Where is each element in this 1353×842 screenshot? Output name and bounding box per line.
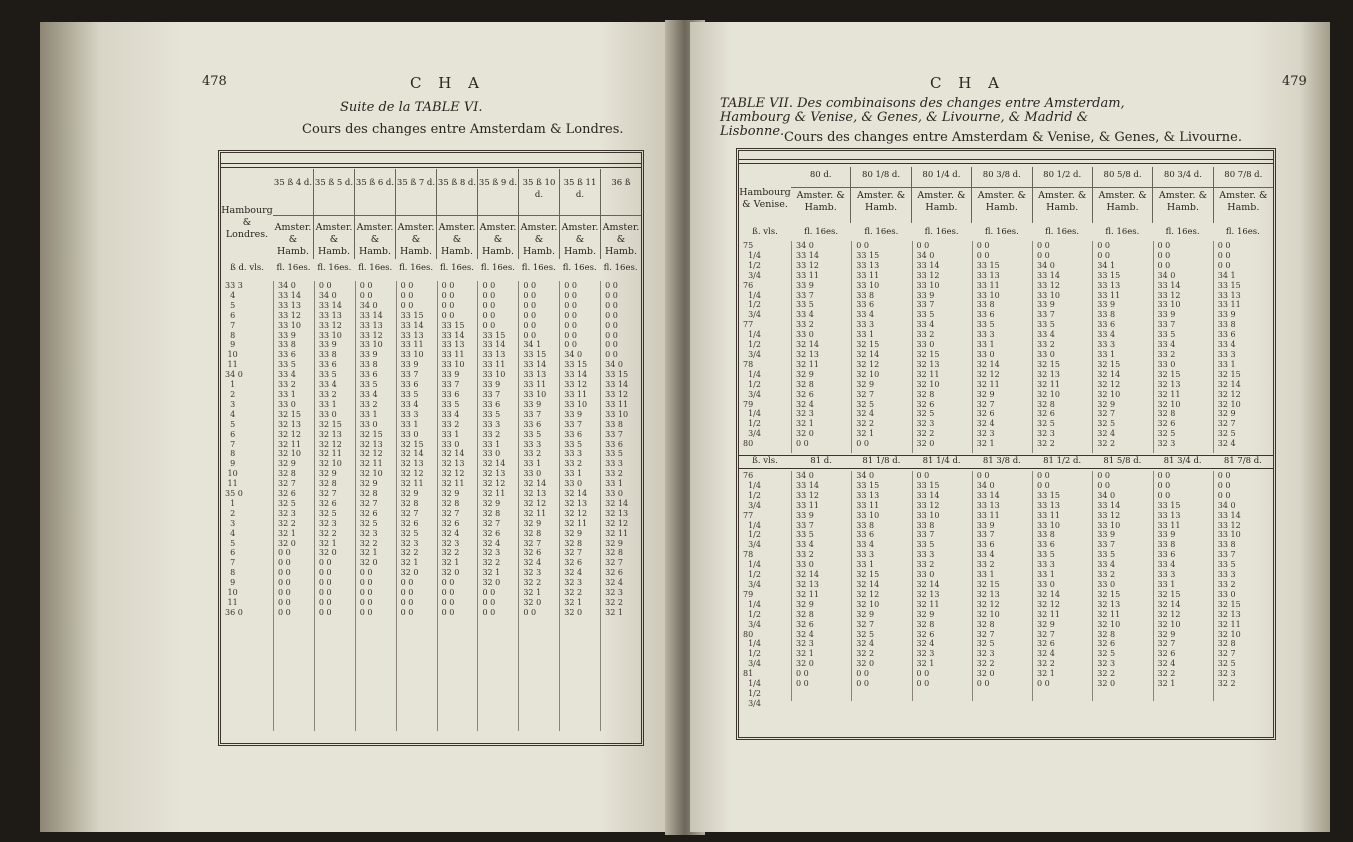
unit-label: fl. 16es. (399, 263, 434, 273)
column-header (559, 169, 600, 259)
rate-label: 35 ß 5 d. (314, 169, 354, 216)
unit-label: fl. 16es. (358, 263, 393, 273)
index-column: 75 1/4 1/2 3/4 76 1/4 1/2 3/4 77 1/4 1/2 3/4 78 1/4 1/2 3/4 79 1/4 1/2 3/4 80 (743, 241, 761, 449)
rate-label: 35 ß 11 d. (560, 169, 600, 216)
column-title: Amster. & Hamb. (397, 222, 435, 257)
column-header (313, 169, 354, 259)
rate-label: 80 7/8 d. (1214, 167, 1273, 188)
unit-label: fl. 16es. (1225, 227, 1260, 237)
table-body-bottom (739, 471, 1273, 708)
value-column: 34 0 33 14 33 12 33 11 33 9 33 7 33 5 33 4 33 2 33 0 32 14 32 13 32 11 32 9 32 8 32 6 32 4 32 3 32 1 32 0 0 0 (791, 241, 851, 453)
left-page (40, 22, 668, 832)
table-subtitle: Cours des changes entre Amsterdam & Londres. (302, 122, 624, 137)
running-header: C H A (930, 74, 1005, 92)
top-rule (221, 163, 641, 168)
value-column: 0 0 0 0 0 0 0 0 0 0 33 15 33 14 33 13 33 11 33 10 33 9 33 7 33 6 33 5 33 3 33 2 33 1 33 0 32 14 32 13 32 12 32 11 32 9 32 8 32 7 32 6 32 4 32 3 32 2 32 1 32 0 0 0 0 0 0 0 (477, 281, 518, 731)
mid-label: 81 1/4 d. (922, 456, 961, 466)
rate-label: 35 ß 6 d. (355, 169, 395, 216)
mid-label: 81 1/2 d. (1043, 456, 1082, 466)
unit-label: fl. 16es. (440, 263, 474, 273)
column-title: Amster. & Hamb. (602, 222, 640, 257)
index-column: 76 1/4 1/2 3/4 77 1/4 1/2 3/4 78 1/4 1/2 3/4 79 1/4 1/2 3/4 80 1/4 1/2 3/4 81 1/4 1/2 3/4 (743, 471, 761, 708)
index-column: 33 3 4 5 6 7 8 9 10 11 34 0 1 2 3 4 5 6 7 8 9 10 11 35 0 1 2 3 4 5 6 7 8 9 10 11 36 0 (225, 281, 243, 617)
column-title: Amster. & Hamb. (315, 222, 353, 257)
rate-label: 80 3/8 d. (972, 167, 1031, 188)
column-title: Amster. & Hamb. (1038, 190, 1087, 213)
rate-label: 35 ß 10 d. (519, 169, 559, 216)
right-page (690, 22, 1330, 832)
rate-label: 80 5/8 d. (1093, 167, 1152, 188)
column-header (1032, 167, 1092, 223)
table-title: Suite de la TABLE VI. (340, 100, 483, 115)
rate-label: 80 1/8 d. (851, 167, 910, 188)
value-column: 0 0 0 0 34 0 33 14 33 12 33 10 33 9 33 7 33 5 33 4 33 2 33 0 32 15 32 13 32 11 32 10 32 8 32 6 32 5 32 3 32 2 32 0 (1092, 471, 1152, 701)
mid-label: 81 7/8 d. (1223, 456, 1262, 466)
column-header (1152, 167, 1212, 223)
top-rule (739, 159, 1273, 164)
page-number: 478 (202, 74, 227, 89)
rate-label: 35 ß 4 d. (273, 169, 313, 216)
running-header: C H A (410, 74, 485, 92)
table-header (739, 167, 1273, 223)
rate-label: 35 ß 8 d. (437, 169, 477, 216)
value-column: 0 0 0 0 0 0 33 15 33 13 33 11 33 9 33 8 33 6 33 4 33 3 33 1 32 15 32 14 32 12 32 10 32 9 32 7 32 6 32 4 32 2 32 1 (1153, 471, 1213, 701)
column-header (436, 169, 477, 259)
corner-header: Hambourg & Venise. (739, 187, 791, 210)
value-column: 0 0 0 0 0 0 34 0 33 14 33 12 33 10 33 8 33 7 33 5 33 3 33 2 33 0 32 15 32 13 32 11 32 10 32 8 32 7 32 5 32 3 32 2 (1213, 471, 1273, 701)
mid-label: 81 1/8 d. (862, 456, 901, 466)
column-header (477, 169, 518, 259)
value-column: 34 0 33 15 33 13 33 11 33 10 33 8 33 6 33 4 33 3 33 1 32 15 32 14 32 12 32 10 32 9 32 7 32 5 32 4 32 2 32 0 0 0 0 0 (851, 471, 911, 701)
mid-header-row (739, 455, 1273, 469)
column-header (971, 167, 1031, 223)
unit-label: fl. 16es. (276, 263, 311, 273)
value-column: 0 0 34 0 33 14 33 13 33 11 33 9 33 7 33 6 33 4 33 2 33 1 32 15 32 13 32 12 32 10 32 8 32 7 32 5 32 3 32 2 32 0 0 0 (972, 471, 1032, 701)
unit-label: fl. 16es. (1165, 227, 1200, 237)
column-title: Amster. & Hamb. (561, 222, 599, 257)
mid-label: ß. vls. (752, 456, 778, 466)
value-column: 0 0 34 0 33 14 33 13 33 12 33 10 33 9 33 8 33 6 33 5 33 4 33 2 33 1 33 0 32 15 32 13 32 12 32 11 32 10 32 9 32 8 32 7 32 6 32 5 32 3 32 2 32 1 32 0 0 0 0 0 0 0 0 0 0 0 0 0 (314, 281, 355, 731)
unit-label: fl. 16es. (562, 263, 597, 273)
column-header (911, 167, 971, 223)
rate-label: 36 ß (601, 169, 641, 216)
unit-label: fl. 16es. (804, 227, 839, 237)
rate-label: 80 d. (791, 167, 850, 188)
value-column: 0 0 0 0 34 0 33 14 33 12 33 10 33 9 33 7 33 5 33 4 33 2 33 0 32 15 32 13 32 11 32 10 32 8 32 6 32 5 32 3 32 2 (1032, 241, 1092, 453)
rate-label: 35 ß 9 d. (478, 169, 518, 216)
column-title: Amster. & Hamb. (520, 222, 558, 257)
unit-label: fl. 16es. (1045, 227, 1080, 237)
unit-row (221, 263, 641, 275)
rate-label: 80 1/2 d. (1033, 167, 1092, 188)
mid-label: 81 3/8 d. (982, 456, 1021, 466)
column-header (354, 169, 395, 259)
unit-label: fl. 16es. (480, 263, 515, 273)
column-header (1092, 167, 1152, 223)
column-header (273, 169, 313, 259)
unit-label: fl. 16es. (521, 263, 556, 273)
value-column: 0 0 0 0 34 0 33 14 33 13 33 12 33 10 33 9 33 8 33 6 33 5 33 4 33 2 33 1 33 0 32 15 32 13 32 12 32 11 32 10 32 9 32 8 32 7 32 6 32 5 32 3 32 2 32 1 32 0 0 0 0 0 0 0 0 0 0 0 (355, 281, 396, 731)
value-column: 0 0 0 0 0 0 34 1 33 15 33 13 33 11 33 9 33 8 33 6 33 4 33 3 33 1 32 15 32 14 32 12 32 10 32 9 32 7 32 5 32 4 (1213, 241, 1273, 453)
column-title: Amster. & Hamb. (977, 190, 1026, 213)
column-header (518, 169, 559, 259)
column-title: Amster. & Hamb. (1098, 190, 1147, 213)
unit-label: ß. vls. (752, 227, 778, 237)
column-header (600, 169, 641, 259)
exchange-table-left (218, 150, 644, 746)
table-body (221, 281, 641, 731)
column-title: Amster. & Hamb. (1219, 190, 1268, 213)
unit-label: fl. 16es. (1105, 227, 1140, 237)
unit-label: fl. 16es. (603, 263, 638, 273)
rate-label: 35 ß 7 d. (396, 169, 436, 216)
column-title: Amster. & Hamb. (796, 190, 845, 213)
mid-label: 81 3/4 d. (1163, 456, 1202, 466)
column-title: Amster. & Hamb. (356, 222, 394, 257)
value-column: 0 0 0 0 33 15 33 13 33 11 33 10 33 8 33 6 33 5 33 3 33 1 33 0 32 14 32 12 32 11 32 9 32 7 32 6 32 4 32 3 32 1 (972, 241, 1032, 453)
column-title: Amster. & Hamb. (856, 190, 906, 213)
table-title: TABLE VII. Des combinaisons des changes entre Amsterdam, Hambourg & Venise, & Genes, & Livourne, & Madrid & Lisbonne. (720, 96, 1125, 139)
column-title: Amster. & Hamb. (479, 222, 517, 257)
value-column: 34 0 33 14 33 12 33 11 33 9 33 7 33 5 33 4 33 2 33 0 32 14 32 13 32 11 32 9 32 8 32 6 32 4 32 3 32 1 32 0 0 0 0 0 (791, 471, 851, 701)
unit-label: fl. 16es. (864, 227, 899, 237)
exchange-table-right (736, 148, 1276, 740)
mid-label: 81 5/8 d. (1103, 456, 1142, 466)
unit-label: fl. 16es. (924, 227, 959, 237)
value-column: 0 0 0 0 34 1 33 15 33 13 33 11 33 9 33 8 33 6 33 4 33 3 33 1 32 15 32 14 32 12 32 10 32 9 32 7 32 5 32 4 32 2 (1092, 241, 1152, 453)
column-header (850, 167, 910, 223)
mid-label: 81 d. (810, 456, 832, 466)
value-column: 0 0 33 15 33 13 33 11 33 10 33 8 33 6 33 4 33 3 33 1 32 15 32 14 32 12 32 10 32 9 32 7 32 5 32 4 32 2 32 1 0 0 (851, 241, 911, 453)
column-title: Amster. & Hamb. (917, 190, 966, 213)
value-column: 0 0 0 0 0 0 34 0 33 14 33 12 33 10 33 9 33 7 33 5 33 4 33 2 33 0 32 15 32 13 32 11 32 10 32 8 32 6 32 5 32 3 (1153, 241, 1213, 453)
value-column: 0 0 0 0 0 0 0 0 0 0 0 0 34 1 33 15 33 14 33 13 33 11 33 10 33 9 33 7 33 6 33 5 33 3 33 2 33 1 33 0 32 14 32 13 32 12 32 11 32 9 32 8 32 7 32 6 32 4 32 3 32 2 32 1 32 0 0 0 (518, 281, 559, 731)
value-column: 0 0 0 0 0 0 0 0 0 0 0 0 0 0 0 0 34 0 33 15 33 14 33 12 33 11 33 10 33 8 33 7 33 6 33 5 33 3 33 2 33 1 33 0 32 14 32 13 32 12 32 11 32 9 32 8 32 7 32 6 32 4 32 3 32 2 32 1 (600, 281, 641, 731)
page-number: 479 (1282, 74, 1307, 89)
column-title: Amster. & Hamb. (1158, 190, 1208, 213)
table-body-top (739, 241, 1273, 453)
value-column: 0 0 0 0 0 0 0 0 0 0 0 0 0 0 34 0 33 15 33 14 33 12 33 11 33 10 33 9 33 7 33 6 33 5 33 3 33 2 33 1 33 0 32 14 32 13 32 12 32 11 32 9 32 8 32 7 32 6 32 4 32 3 32 2 32 1 32 0 (559, 281, 600, 731)
value-column: 0 0 0 0 0 0 33 15 33 14 33 13 33 11 33 10 33 9 33 7 33 6 33 5 33 4 33 3 33 1 33 0 32 15 32 14 32 13 32 12 32 11 32 9 32 8 32 7 32 6 32 5 32 3 32 2 32 1 32 0 0 0 0 0 0 0 0 0 (396, 281, 437, 731)
value-column: 0 0 0 0 0 0 0 0 33 15 33 14 33 13 33 11 33 10 33 9 33 7 33 6 33 5 33 4 33 2 33 1 33 0 32 14 32 13 32 12 32 11 32 9 32 8 32 7 32 6 32 4 32 3 32 2 32 1 32 0 0 0 0 0 0 0 0 0 (437, 281, 478, 731)
unit-label: fl. 16es. (984, 227, 1019, 237)
value-column: 0 0 34 0 33 14 33 12 33 10 33 9 33 7 33 5 33 4 33 2 33 0 32 15 32 13 32 11 32 10 32 8 32 6 32 5 32 3 32 2 32 0 (912, 241, 972, 453)
value-column: 0 0 33 15 33 14 33 12 33 10 33 8 33 7 33 5 33 3 33 2 33 0 32 14 32 13 32 11 32 9 32 8 32 6 32 4 32 3 32 1 0 0 0 0 (912, 471, 972, 701)
column-header (395, 169, 436, 259)
corner-header: Hambourg & Londres. (221, 205, 273, 240)
rate-label: 80 1/4 d. (912, 167, 971, 188)
column-header (791, 167, 850, 223)
value-column: 0 0 0 0 33 15 33 13 33 11 33 10 33 8 33 6 33 5 33 3 33 1 33 0 32 14 32 12 32 11 32 9 32 7 32 6 32 4 32 2 32 1 0 0 (1032, 471, 1092, 701)
column-title: Amster. & Hamb. (438, 222, 476, 257)
rate-label: 80 3/4 d. (1153, 167, 1212, 188)
column-title: Amster. & Hamb. (274, 222, 312, 257)
unit-row (739, 227, 1273, 239)
table-subtitle: Cours des changes entre Amsterdam & Venise, & Genes, & Livourne. (784, 130, 1242, 145)
column-header (1213, 167, 1273, 223)
table-header (221, 169, 641, 259)
value-column: 34 0 33 14 33 13 33 12 33 10 33 9 33 8 33 6 33 5 33 4 33 2 33 1 33 0 32 15 32 13 32 12 32 11 32 10 32 9 32 8 32 7 32 6 32 5 32 3 32 2 32 1 32 0 0 0 0 0 0 0 0 0 0 0 0 0 0 0 (273, 281, 314, 731)
unit-label: fl. 16es. (317, 263, 352, 273)
unit-label: ß d. vls. (230, 263, 264, 273)
